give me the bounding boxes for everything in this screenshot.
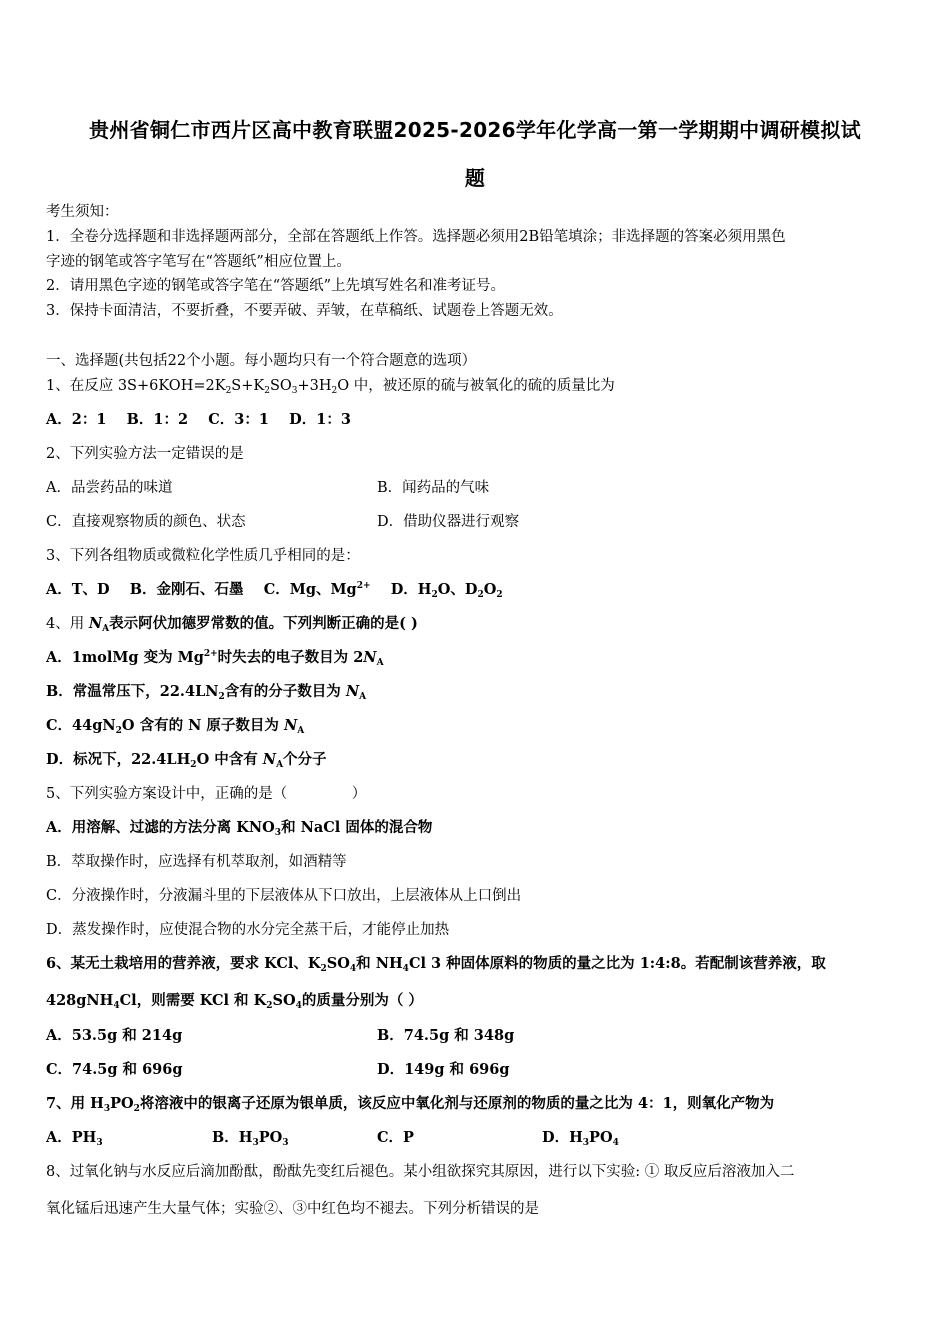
section-heading: 一、选择题(共包括22个小题。每小题均只有一个符合题意的选项） <box>46 353 477 369</box>
question-5-option-c: C．分液操作时，分液漏斗里的下层液体从下口放出，上层液体从上口倒出 <box>46 888 522 904</box>
exam-title-line1: 贵州省铜仁市西片区高中教育联盟2025-2026学年化学高一第一学期期中调研模拟试 <box>89 118 861 142</box>
question-3-options: A．T、D B．金刚石、石墨 C．Mg、$Mg^{2+}$ D．$H_2O$、$D_2O_2$ <box>46 581 503 600</box>
question-2-option-b: B．闻药品的气味 <box>377 480 490 496</box>
question-1-options: A．2：1 B．1：2 C．3：1 D．1：3 <box>46 411 351 428</box>
question-5-option-a: A．用溶解、过滤的方法分离 $KNO_3$和 NaCl 固体的混合物 <box>46 819 433 838</box>
question-4-option-b: B．常温常压下，$22.4LN_2$含有的分子数目为 $N_A$ <box>46 683 367 702</box>
question-4-stem: 4、用 $N_A$表示阿伏加德罗常数的值。下列判断正确的是( ) <box>46 615 418 634</box>
question-3-stem: 3、下列各组物质或微粒化学性质几乎相同的是： <box>46 548 360 564</box>
question-2-option-a: A．品尝药品的味道 <box>46 480 173 496</box>
question-5-option-b: B．萃取操作时，应选择有机萃取剂，如酒精等 <box>46 854 347 870</box>
question-7-option-c: C．P <box>377 1129 414 1146</box>
question-7-option-a: A．$PH_3$ <box>46 1129 103 1148</box>
question-2-option-c: C．直接观察物质的颜色、状态 <box>46 514 246 530</box>
notice-heading: 考生须知： <box>46 204 119 220</box>
question-4-option-a: A．1molMg 变为 $Mg^{2+}$时失去的电子数目为 $2N_A$ <box>46 649 384 668</box>
question-7-stem: 7、用 $H_3PO_2$将溶液中的银离子还原为银单质，该反应中氧化剂与还原剂的物质的量之比为 4：1，则氧化产物为 <box>46 1095 775 1114</box>
question-6-stem-line1: 6、某无土栽培用的营养液，要求 KCl、$K_2SO_4$和 $NH_4Cl$ 3 种固体原料的物质的量之比为 1:4:8。若配制该营养液，取 <box>46 955 826 974</box>
question-6-option-b: B．74.5g 和 348g <box>377 1027 515 1044</box>
notice-item-3: 3．保持卡面清洁，不要折叠，不要弄破、弄皱，在草稿纸、试题卷上答题无效。 <box>46 303 563 319</box>
question-4-option-d: D．标况下，$22.4LH_2O$ 中含有 $N_A$个分子 <box>46 751 327 770</box>
question-6-option-a: A．53.5g 和 214g <box>46 1027 183 1044</box>
question-6-option-c: C．74.5g 和 696g <box>46 1061 183 1078</box>
question-2-stem: 2、下列实验方法一定错误的是 <box>46 446 244 462</box>
notice-item-1a: 1．全卷分选择题和非选择题两部分，全部在答题纸上作答。选择题必须用2B铅笔填涂；非选择题的答案必须用黑色 <box>46 229 786 245</box>
question-2-option-d: D．借助仪器进行观察 <box>377 514 520 530</box>
notice-item-1b: 字迹的钢笔或答字笔写在“答题纸”相应位置上。 <box>46 254 351 270</box>
question-5-stem: 5、下列实验方案设计中，正确的是（ ） <box>46 786 367 802</box>
exam-title-line2: 题 <box>464 166 486 190</box>
question-1-stem: 1、在反应 $3S+6KOH=2K_2S+K_2SO_3+3H_2O$ 中，被还原的硫与被氧化的硫的质量比为 <box>46 378 615 396</box>
question-8-stem-line2: 氧化锰后迅速产生大量气体；实验②、③中红色均不褪去。下列分析错误的是 <box>46 1201 539 1217</box>
question-6-stem-line2: 428gNH$_4$Cl，则需要 KCl 和 $K_2SO_4$的质量分别为（ ） <box>46 992 423 1011</box>
question-7-option-d: D．$H_3PO_4$ <box>542 1129 619 1148</box>
question-5-option-d: D．蒸发操作时，应使混合物的水分完全蒸干后，才能停止加热 <box>46 922 450 938</box>
notice-item-2: 2．请用黑色字迹的钢笔或答字笔在“答题纸”上先填写姓名和准考证号。 <box>46 278 506 294</box>
question-7-option-b: B．$H_3PO_3$ <box>212 1129 289 1148</box>
question-8-stem-line1: 8、过氧化钠与水反应后滴加酚酞，酚酞先变红后褪色。某小组欲探究其原因，进行以下实验: ① 取反应后溶液加入二 <box>46 1164 795 1180</box>
question-4-option-c: C．$44gN_2O$ 含有的 N 原子数目为 $N_A$ <box>46 717 305 736</box>
question-6-option-d: D．149g 和 696g <box>377 1061 510 1078</box>
